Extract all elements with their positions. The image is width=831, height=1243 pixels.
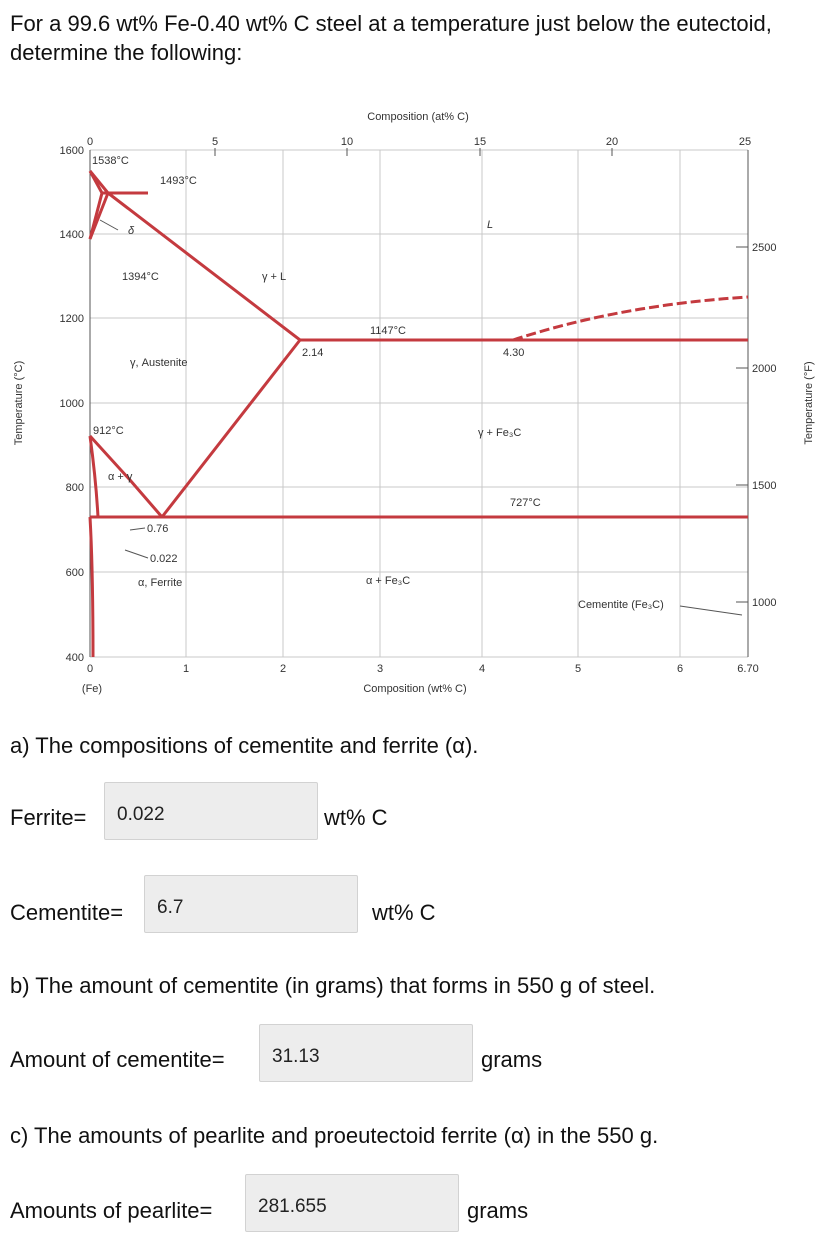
pearlite-input-value: 281.655 xyxy=(258,1196,327,1217)
label-727: 727°C xyxy=(510,497,541,509)
fe-c-phase-diagram xyxy=(0,100,831,805)
right-axis-title: Temperature (°F) xyxy=(803,361,815,445)
pearlite-label: Amounts of pearlite= xyxy=(10,1198,213,1223)
label-ferrite: α, Ferrite xyxy=(138,577,183,589)
cementite-input-value: 6.7 xyxy=(157,897,184,918)
cementite-unit: wt% C xyxy=(372,900,436,925)
label-gamma-fe3c: γ + Fe₃C xyxy=(478,427,522,439)
label-austenite: γ, Austenite xyxy=(130,357,188,369)
left-tick: 400 xyxy=(65,652,84,664)
label-1394: 1394°C xyxy=(122,271,159,283)
bottom-axis xyxy=(82,663,759,695)
label-912: 912°C xyxy=(93,425,124,437)
cementite-input[interactable] xyxy=(144,875,358,933)
right-tick: 2500 xyxy=(752,242,777,254)
ferrite-label: Ferrite= xyxy=(10,805,87,830)
top-axis xyxy=(87,111,751,156)
left-tick: 1600 xyxy=(59,145,84,157)
top-tick: 0 xyxy=(86,136,94,148)
pearlite-unit: grams xyxy=(467,1198,529,1223)
left-axis xyxy=(13,145,84,664)
amount-cementite-input[interactable] xyxy=(259,1024,473,1082)
left-axis-title: Temperature (°C) xyxy=(13,360,25,446)
ferrite-unit: wt% C xyxy=(324,805,388,830)
bottom-tick: 1 xyxy=(182,663,190,675)
phase-boundaries xyxy=(90,171,748,657)
label-1538: 1538°C xyxy=(92,155,129,167)
top-axis-title: Composition (at% C) xyxy=(367,111,469,123)
label-1147: 1147°C xyxy=(370,325,406,337)
pearlite-input[interactable] xyxy=(245,1174,459,1232)
ferrite-input[interactable] xyxy=(104,782,318,840)
label-cementite: Cementite (Fe₃C) xyxy=(578,599,664,611)
label-alpha-gamma: α + γ xyxy=(108,471,133,483)
left-tick: 1200 xyxy=(59,313,84,325)
amount-cementite-unit: grams xyxy=(481,1047,543,1072)
right-tick: 2000 xyxy=(752,363,777,375)
top-tick: 20 xyxy=(605,136,619,148)
label-liquid: L xyxy=(487,219,494,231)
left-tick: 1400 xyxy=(59,229,84,241)
label-alpha-fe3c: α + Fe₃C xyxy=(366,575,411,587)
left-tick: 800 xyxy=(65,482,84,494)
label-214: 2.14 xyxy=(302,347,324,359)
left-tick: 1000 xyxy=(59,398,84,410)
question-part-c: c) The amounts of pearlite and proeutectoid ferrite (α) in the 550 g. xyxy=(10,1123,659,1148)
amount-cementite-label: Amount of cementite= xyxy=(10,1047,225,1072)
bottom-axis-title: Composition (wt% C) xyxy=(363,683,467,695)
question-part-b: b) The amount of cementite (in grams) that forms in 550 g of steel. xyxy=(10,973,656,998)
label-430: 4.30 xyxy=(503,347,525,359)
phase-labels xyxy=(92,155,742,615)
label-gamma-liquid: γ + L xyxy=(262,271,287,283)
top-tick: 25 xyxy=(738,136,752,148)
ferrite-input-value: 0.022 xyxy=(117,804,165,825)
diagram-grid xyxy=(90,150,748,657)
amount-cementite-input-value: 31.13 xyxy=(272,1046,320,1067)
question-part-a: a) The compositions of cementite and ferrite (α). xyxy=(10,733,479,758)
bottom-tick: 6 xyxy=(676,663,684,675)
bottom-tick: 4 xyxy=(478,663,486,675)
bottom-tick: 3 xyxy=(376,663,384,675)
top-tick: 5 xyxy=(211,136,219,148)
label-076: 0.76 xyxy=(147,523,169,535)
bottom-tick: 6.70 xyxy=(737,663,759,675)
bottom-tick: 0 xyxy=(86,663,94,675)
label-delta: δ xyxy=(128,225,135,237)
cementite-label: Cementite= xyxy=(10,900,124,925)
label-1493: 1493°C xyxy=(160,175,197,187)
top-tick: 10 xyxy=(340,136,354,148)
left-tick: 600 xyxy=(65,567,84,579)
bottom-tick: 5 xyxy=(574,663,582,675)
right-tick: 1000 xyxy=(752,597,777,609)
label-0022: 0.022 xyxy=(150,553,178,565)
bottom-tick: 2 xyxy=(279,663,287,675)
right-tick: 1500 xyxy=(752,480,777,492)
question-intro: For a 99.6 wt% Fe-0.40 wt% C steel at a temperature just below the eutectoid, determine the following: xyxy=(10,11,772,65)
fe-label: (Fe) xyxy=(81,683,103,695)
top-tick: 15 xyxy=(473,136,487,148)
